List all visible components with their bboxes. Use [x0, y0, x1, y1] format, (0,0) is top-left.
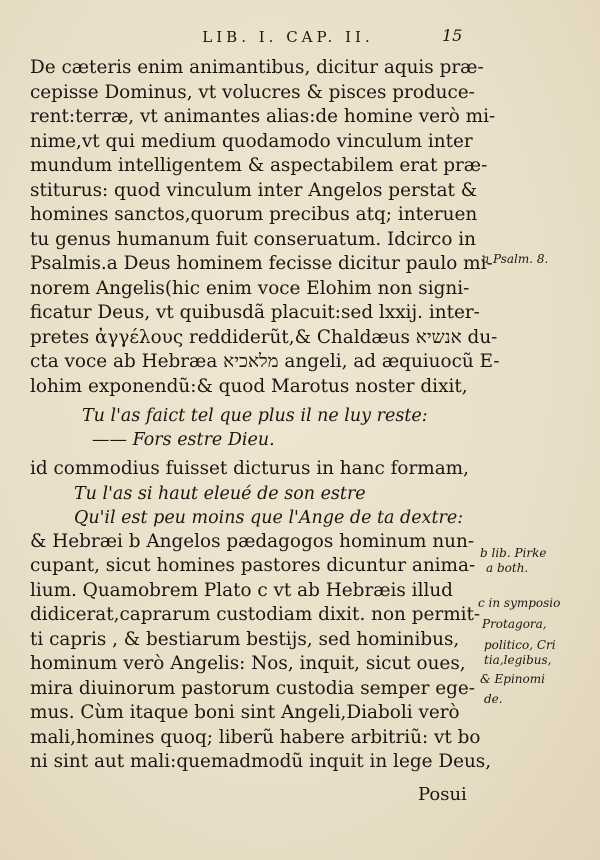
margin-note-c-line5: & Epinomi — [480, 672, 545, 686]
text-line: cta voce ab Hebræa מלאכיא angeli, ad æquiuocũ E- — [30, 351, 500, 372]
text-line: & Hebræi b Angelos pædagogos hominum nun- — [30, 530, 475, 552]
margin-note-a: a Psalm. 8. — [482, 252, 549, 266]
margin-note-b-line1: b lib. Pirke — [480, 546, 547, 560]
text-line: mali,homines quoq; liberũ habere arbitriũ: vt bo — [30, 726, 481, 748]
verse-line: Tu l'as si haut eleué de son estre — [74, 483, 366, 504]
text-line: mus. Cùm itaque boni sint Angeli,Diaboli verò — [30, 702, 460, 723]
verse-line: Tu l'as faict tel que plus il ne luy reste: — [82, 406, 428, 426]
verse-line: Qu'il est peu moins que l'Ange de ta dextre: — [74, 507, 464, 528]
margin-note-c-line4: tia,legibus, — [484, 653, 552, 667]
text-line: mundum intelligentem & aspectabilem erat præ- — [30, 155, 488, 176]
running-title: LIB. I. CAP. II. — [202, 28, 374, 46]
text-line: ficatur Deus, vt quibusdã placuit:sed lxxij. inter- — [30, 302, 480, 323]
margin-note-b-line2: a both. — [486, 561, 529, 575]
margin-note-c-line6: de. — [484, 692, 503, 706]
catchword: Posui — [418, 784, 467, 805]
margin-note-c-line3: politico, Cri — [484, 638, 556, 652]
text-line: lohim exponendũ:& quod Marotus noster dixit, — [30, 375, 468, 397]
text-line: ti capris , & bestiarum bestijs, sed hominibus, — [30, 628, 460, 650]
margin-note-c-line1: c in symposio — [478, 596, 561, 610]
main-text-block — [30, 56, 500, 775]
text-line: norem Angelis(hic enim voce Elohim non signi- — [30, 277, 470, 299]
text-line: id commodius fuisset dicturus in hanc formam, — [30, 458, 469, 479]
text-line: Psalmis.a Deus hominem fecisse dicitur paulo mi- — [30, 253, 493, 274]
margin-note-c-line2: Protagora, — [482, 617, 547, 631]
text-line: nime,vt qui medium quodamodo vinculum inter — [30, 130, 473, 152]
text-line: De cæteris enim animantibus, dicitur aquis præ- — [30, 57, 484, 78]
text-line: ni sint aut mali:quemadmodũ inquit in lege Deus, — [30, 751, 492, 772]
text-line: hominum verò Angelis: Nos, inquit, sicut oues, — [30, 653, 466, 674]
text-line: cupant, sicut homines pastores dicuntur anima- — [30, 555, 476, 576]
text-line: didicerat,caprarum custodiam dixit. non permit- — [30, 604, 481, 625]
page-number: 15 — [442, 26, 463, 45]
text-line: stiturus: quod vinculum inter Angelos perstat & — [30, 179, 478, 201]
text-line: homines sanctos,quorum precibus atq; interuen — [30, 204, 478, 225]
text-line: pretes ἀγγέλους reddiderũt,& Chaldæus אנשיא du- — [30, 326, 498, 348]
text-line: lium. Quamobrem Plato c vt ab Hebræis illud — [30, 579, 453, 601]
text-line: cepisse Dominus, vt volucres & pisces produce- — [30, 81, 475, 103]
text-line: rent:terræ, vt animantes alias:de homine verò mi- — [30, 106, 496, 127]
text-line: mira diuinorum pastorum custodia semper ege- — [30, 677, 476, 699]
verse-line: —— Fors estre Dieu. — [92, 430, 275, 450]
text-line: tu genus humanum fuit conseruatum. Idcirco in — [30, 228, 476, 250]
